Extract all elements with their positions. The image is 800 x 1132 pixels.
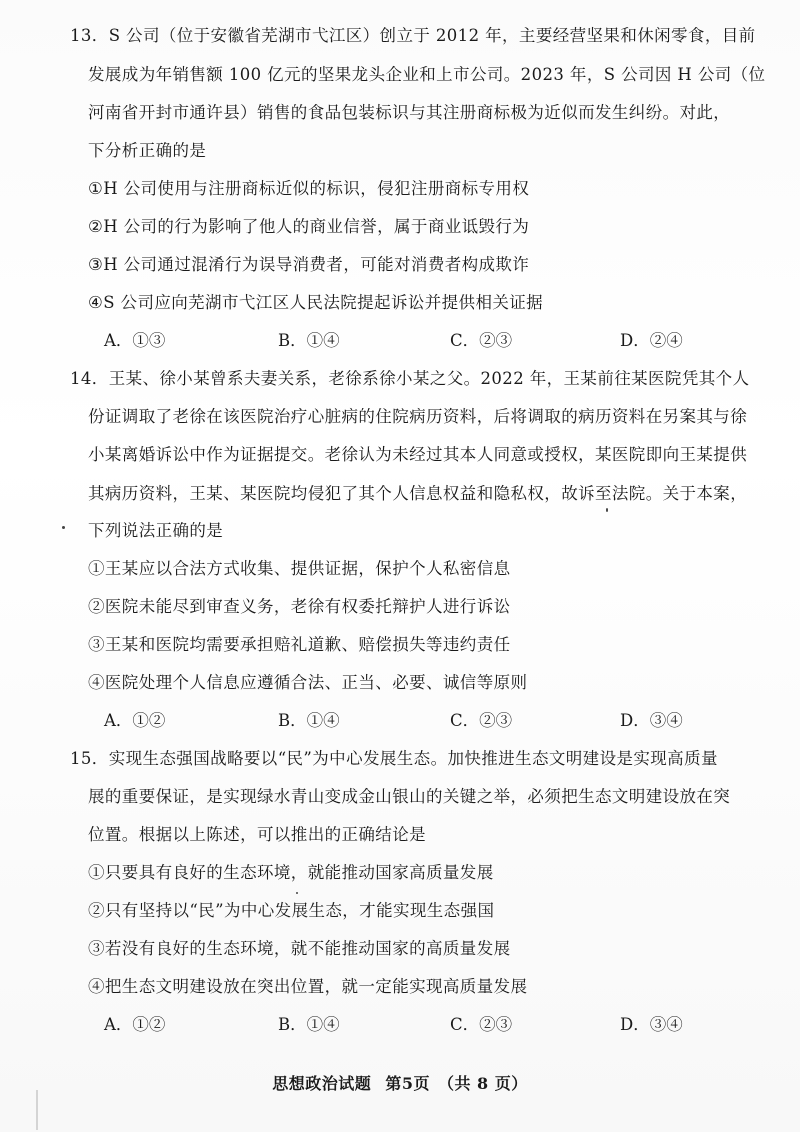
q13-option-2: ②H 公司的行为影响了他人的商业信誉，属于商业诋毁行为 xyxy=(88,217,530,236)
q13-choice-a: A．①③ xyxy=(104,331,166,350)
q13-option-3: ③H 公司通过混淆行为误导消费者，可能对消费者构成欺诈 xyxy=(88,255,530,274)
q15-option-1: ①只要具有良好的生态环境，就能推动国家高质量发展 xyxy=(88,863,494,882)
scan-speck xyxy=(62,526,65,529)
q13-stem-line-4: 下分析正确的是 xyxy=(88,141,207,160)
q15-choices xyxy=(100,1013,700,1037)
page-footer xyxy=(0,1072,800,1096)
q13-option-1: ①H 公司使用与注册商标近似的标识，侵犯注册商标专用权 xyxy=(88,179,530,198)
q14-choice-c: C．②③ xyxy=(450,711,513,730)
q13-choice-b: B．①④ xyxy=(278,331,340,350)
q14-stem-line-3: 小某离婚诉讼中作为证据提交。老徐认为未经过其本人同意或授权，某医院即向王某提供 xyxy=(88,445,748,464)
scan-edge-shadow xyxy=(36,1090,38,1130)
q14-stem-line-5: 下列说法正确的是 xyxy=(88,521,224,540)
q13-choice-c: C．②③ xyxy=(450,331,513,350)
q15-choice-c: C．②③ xyxy=(450,1015,513,1034)
footer-subject: 思想政治试题 xyxy=(272,1074,372,1093)
q14-stem-line-2: 份证调取了老徐在该医院治疗心脏病的住院病历资料，后将调取的病历资料在另案其与徐 xyxy=(88,407,748,426)
q15-choice-d: D．③④ xyxy=(620,1015,683,1034)
scan-speck xyxy=(296,892,298,894)
q15-option-2: ②只有坚持以“民”为中心发展生态，才能实现生态强国 xyxy=(88,901,495,920)
q14-choice-d: D．③④ xyxy=(620,711,683,730)
q14-option-2: ②医院未能尽到审查义务，老徐有权委托辩护人进行诉讼 xyxy=(88,597,511,616)
q13-stem-line-1: 13．S 公司（位于安徽省芜湖市弋江区）创立于 2012 年，主要经营坚果和休闲零食，目前 xyxy=(70,26,756,45)
q14-choices xyxy=(100,709,700,733)
q14-stem-line-4: 其病历资料，王某、某医院均侵犯了其个人信息权益和隐私权，故诉至法院。关于本案， xyxy=(88,484,748,503)
q13-stem-line-2: 发展成为年销售额 100 亿元的坚果龙头企业和上市公司。2023 年，S 公司因 H 公司（位 xyxy=(88,65,766,84)
q15-option-3: ③若没有良好的生态环境，就不能推动国家的高质量发展 xyxy=(88,939,511,958)
footer-page-number: 第5页 xyxy=(385,1074,430,1093)
q14-option-4: ④医院处理个人信息应遵循合法、正当、必要、诚信等原则 xyxy=(88,673,528,692)
q14-stem-line-1: 14．王某、徐小某曾系夫妻关系，老徐系徐小某之父。2022 年，王某前往某医院凭其个人 xyxy=(70,369,750,388)
q15-option-4: ④把生态文明建设放在突出位置，就一定能实现高质量发展 xyxy=(88,977,528,996)
footer-total-pages: （共 8 页） xyxy=(437,1074,528,1093)
q14-option-1: ①王某应以合法方式收集、提供证据，保护个人私密信息 xyxy=(88,559,511,578)
q14-option-3: ③王某和医院均需要承担赔礼道歉、赔偿损失等违约责任 xyxy=(88,635,511,654)
q14-choice-a: A．①② xyxy=(104,711,166,730)
q15-stem-line-2: 展的重要保证，是实现绿水青山变成金山银山的关键之举，必须把生态文明建设放在突 xyxy=(88,787,731,806)
q13-option-4: ④S 公司应向芜湖市弋江区人民法院提起诉讼并提供相关证据 xyxy=(88,293,544,312)
q15-choice-b: B．①④ xyxy=(278,1015,340,1034)
q15-stem-line-1: 15．实现生态强国战略要以“民”为中心发展生态。加快推进生态文明建设是实现高质量 xyxy=(70,749,718,768)
q15-stem-line-3: 位置。根据以上陈述，可以推出的正确结论是 xyxy=(88,825,426,844)
q15-choice-a: A．①② xyxy=(104,1015,166,1034)
q13-stem-line-3: 河南省开封市通许县）销售的食品包装标识与其注册商标极为近似而发生纠纷。对此， xyxy=(88,103,731,122)
q13-choice-d: D．②④ xyxy=(620,331,683,350)
scan-speck xyxy=(606,508,608,512)
q13-choices xyxy=(100,329,700,353)
q14-choice-b: B．①④ xyxy=(278,711,340,730)
